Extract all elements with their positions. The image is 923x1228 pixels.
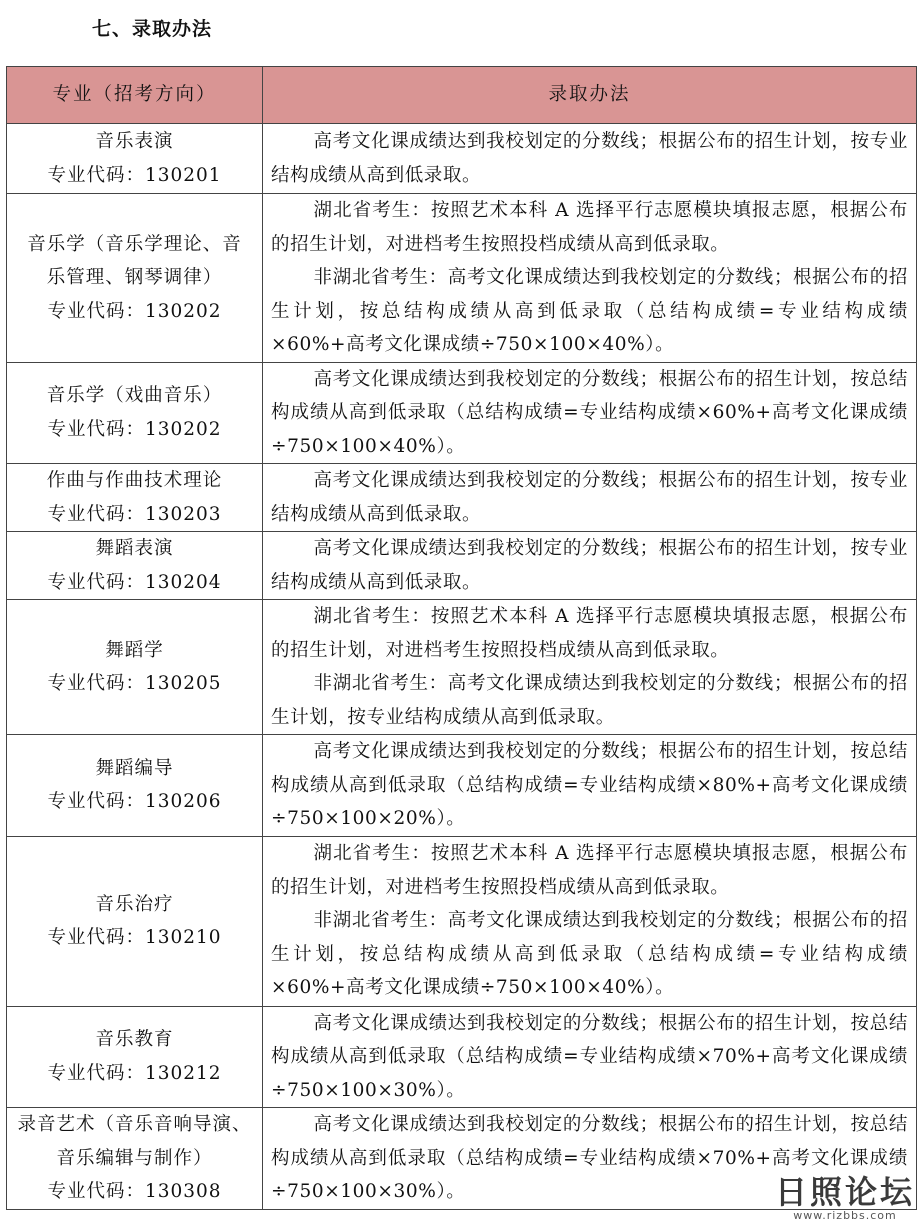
major-cell — [7, 600, 263, 735]
major-code: 专业代码：130206 — [47, 791, 222, 813]
major-code: 专业代码：130308 — [47, 1181, 222, 1202]
major-code: 专业代码：130205 — [47, 673, 222, 694]
major-name: 舞蹈表演 — [95, 538, 174, 559]
method-cell — [263, 532, 917, 600]
header-method: 录取办法 — [263, 67, 917, 124]
major-code: 专业代码：130203 — [47, 503, 222, 525]
major-cell — [7, 464, 263, 532]
method-paragraph: 高考文化课成绩达到我校划定的分数线；根据公布的招生计划，按总结构成绩从高到低录取（总结构成绩=专业结构成绩×60%+高考文化课成绩÷750×100×40%）。 — [271, 368, 908, 457]
section-title: 七、录取办法 — [92, 18, 213, 40]
method-cell — [263, 194, 917, 363]
method-paragraph: 湖北省考生：按照艺术本科 A 选择平行志愿模块填报志愿，根据公布的招生计划，对进档考生按照投档成绩从高到低录取。 — [271, 606, 908, 661]
watermark-logo: 日照论坛 — [774, 1173, 915, 1211]
major-cell — [7, 1108, 263, 1210]
major-name: 舞蹈编导 — [95, 757, 174, 779]
method-paragraph: 非湖北省考生：高考文化课成绩达到我校划定的分数线；根据公布的招生计划，按专业结构成绩从高到低录取。 — [271, 673, 908, 728]
table-row — [7, 194, 917, 363]
method-cell — [263, 124, 917, 194]
method-paragraph: 高考文化课成绩达到我校划定的分数线；根据公布的招生计划，按专业结构成绩从高到低录取。 — [271, 538, 908, 593]
major-code: 专业代码：130202 — [47, 418, 222, 440]
major-code: 专业代码：130202 — [47, 300, 222, 322]
major-cell — [7, 735, 263, 837]
major-name: 音乐学（音乐学理论、音 — [27, 233, 242, 255]
method-paragraph: 高考文化课成绩达到我校划定的分数线；根据公布的招生计划，按总结构成绩从高到低录取（总结构成绩=专业结构成绩×70%+高考文化课成绩÷750×100×30%）。 — [271, 1012, 908, 1101]
table-header-row — [7, 67, 917, 124]
table-row — [7, 464, 917, 532]
major-name: 音乐学（戏曲音乐） — [46, 385, 223, 407]
table-row — [7, 124, 917, 194]
table-row — [7, 532, 917, 600]
major-code: 专业代码：130210 — [47, 927, 222, 948]
major-name: 作曲与作曲技术理论 — [46, 470, 223, 491]
major-name: 音乐编辑与制作） — [56, 1147, 213, 1169]
major-name: 音乐表演 — [95, 131, 174, 152]
method-cell — [263, 464, 917, 532]
major-cell — [7, 532, 263, 600]
method-paragraph: 湖北省考生：按照艺术本科 A 选择平行志愿模块填报志愿，根据公布的招生计划，对进档考生按照投档成绩从高到低录取。 — [271, 200, 908, 255]
table-row — [7, 362, 917, 464]
major-cell — [7, 836, 263, 1006]
major-code: 专业代码：130204 — [47, 571, 222, 593]
method-paragraph: 湖北省考生：按照艺术本科 A 选择平行志愿模块填报志愿，根据公布的招生计划，对进档考生按照投档成绩从高到低录取。 — [271, 843, 908, 898]
major-name: 音乐教育 — [95, 1029, 174, 1051]
table-row — [7, 836, 917, 1006]
table-row — [7, 600, 917, 735]
major-name: 乐管理、钢琴调律） — [46, 267, 223, 288]
method-paragraph: 非湖北省考生：高考文化课成绩达到我校划定的分数线；根据公布的招生计划，按总结构成绩从高到低录取（总结构成绩=专业结构成绩×60%+高考文化课成绩÷750×100×40%）。 — [271, 267, 908, 355]
major-code: 专业代码：130201 — [47, 164, 222, 186]
admission-table — [6, 66, 917, 1210]
table-row — [7, 1006, 917, 1108]
method-cell — [263, 362, 917, 464]
major-cell — [7, 362, 263, 464]
method-paragraph: 高考文化课成绩达到我校划定的分数线；根据公布的招生计划，按总结构成绩从高到低录取（总结构成绩=专业结构成绩×80%+高考文化课成绩÷750×100×20%）。 — [271, 741, 908, 829]
method-cell — [263, 600, 917, 735]
major-cell — [7, 194, 263, 363]
major-name: 录音艺术（音乐音响导演、 — [17, 1114, 252, 1135]
method-paragraph: 高考文化课成绩达到我校划定的分数线；根据公布的招生计划，按专业结构成绩从高到低录取。 — [271, 470, 908, 525]
method-cell — [263, 1006, 917, 1108]
major-name: 舞蹈学 — [105, 639, 164, 661]
method-cell — [263, 836, 917, 1006]
method-paragraph: 高考文化课成绩达到我校划定的分数线；根据公布的招生计划，按总结构成绩从高到低录取（总结构成绩=专业结构成绩×70%+高考文化课成绩÷750×100×30%）。 — [271, 1114, 908, 1202]
major-code: 专业代码：130212 — [47, 1062, 222, 1084]
site-watermark — [775, 1175, 915, 1222]
major-cell — [7, 124, 263, 194]
watermark-url: www.rizbbs.com — [793, 1209, 897, 1222]
table-row — [7, 735, 917, 837]
major-name: 音乐治疗 — [95, 893, 174, 915]
method-cell — [263, 735, 917, 837]
header-major: 专业（招考方向） — [7, 67, 263, 124]
method-paragraph: 高考文化课成绩达到我校划定的分数线；根据公布的招生计划，按专业结构成绩从高到低录取。 — [271, 131, 908, 186]
major-cell — [7, 1006, 263, 1108]
method-paragraph: 非湖北省考生：高考文化课成绩达到我校划定的分数线；根据公布的招生计划，按总结构成绩从高到低录取（总结构成绩=专业结构成绩×60%+高考文化课成绩÷750×100×40%）。 — [271, 910, 908, 999]
